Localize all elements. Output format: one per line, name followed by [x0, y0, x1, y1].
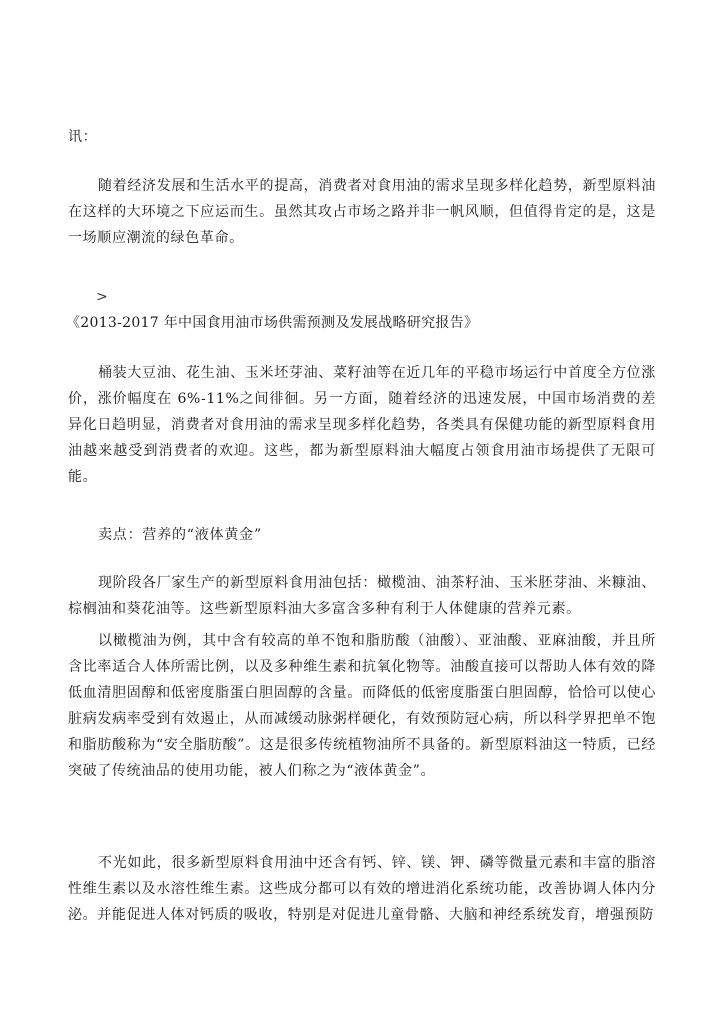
report-title-link[interactable]: 《2013-2017 年中国食用油市场供需预测及发展战略研究报告》 — [66, 315, 479, 331]
section-heading: 卖点：营养的“液体黄金” — [98, 527, 262, 543]
paragraph-nutrients: 不光如此，很多新型原料食用油中还含有钙、锌、镁、钾、磷等微量元素和丰富的脂溶性维生素以及水溶性维生素。这些成分都可以有效的增进消化系统功能，改善协调人体内分泌。并能促进人体对钙质的吸收，特别是对促进儿童骨骼、大脑和神经系统发育，增强预防 — [68, 855, 656, 923]
text-fragment: 讯： — [68, 129, 98, 145]
paragraph-product-types: 现阶段各厂家生产的新型原料食用油包括：橄榄油、油茶籽油、玉米胚芽油、米糠油、棕榈油和葵花油等。这些新型原料油大多富含多种有利于人体健康的营养元素。 — [68, 575, 656, 617]
paragraph-price: 桶装大豆油、花生油、玉米坯芽油、菜籽油等在近几年的平稳市场运行中首度全方位涨价，涨价幅度在 6%-11%之间徘徊。另一方面，随着经济的迅速发展，中国市场消费的差异化日趋明显，消费者对食用油的需求呈现多样化趋势，各类具有保健功能的新型原料食用油越来越受到消费者的欢迎。这些，都为新型原料油大幅度占领食用油市场提供了无限可能。 — [68, 365, 656, 485]
paragraph-intro: 随着经济发展和生活水平的提高，消费者对食用油的需求呈现多样化趋势，新型原料油在这样的大环境之下应运而生。虽然其攻占市场之路并非一帆风顺，但值得肯定的是，这是一场顺应潮流的绿色革命。 — [68, 178, 656, 246]
link-marker: > — [96, 289, 108, 305]
paragraph-olive-oil: 以橄榄油为例，其中含有较高的单不饱和脂肪酸（油酸）、亚油酸、亚麻油酸，并且所含比率适合人体所需比例，以及多种维生素和抗氧化物等。油酸直接可以帮助人体有效的降低血清胆固醇和低密度脂蛋白胆固醇的含量。而降低的低密度脂蛋白胆固醇，恰恰可以使心脏病发病率受到有效遏止，从而减缓动脉粥样硬化，有效预防冠心病，所以科学界把单不饱和脂肪酸称为“安全脂肪酸”。这是很多传统植物油所不具备的。新型原料油这一特质，已经突破了传统油品的使用功能，被人们称之为“液体黄金”。 — [68, 633, 656, 779]
